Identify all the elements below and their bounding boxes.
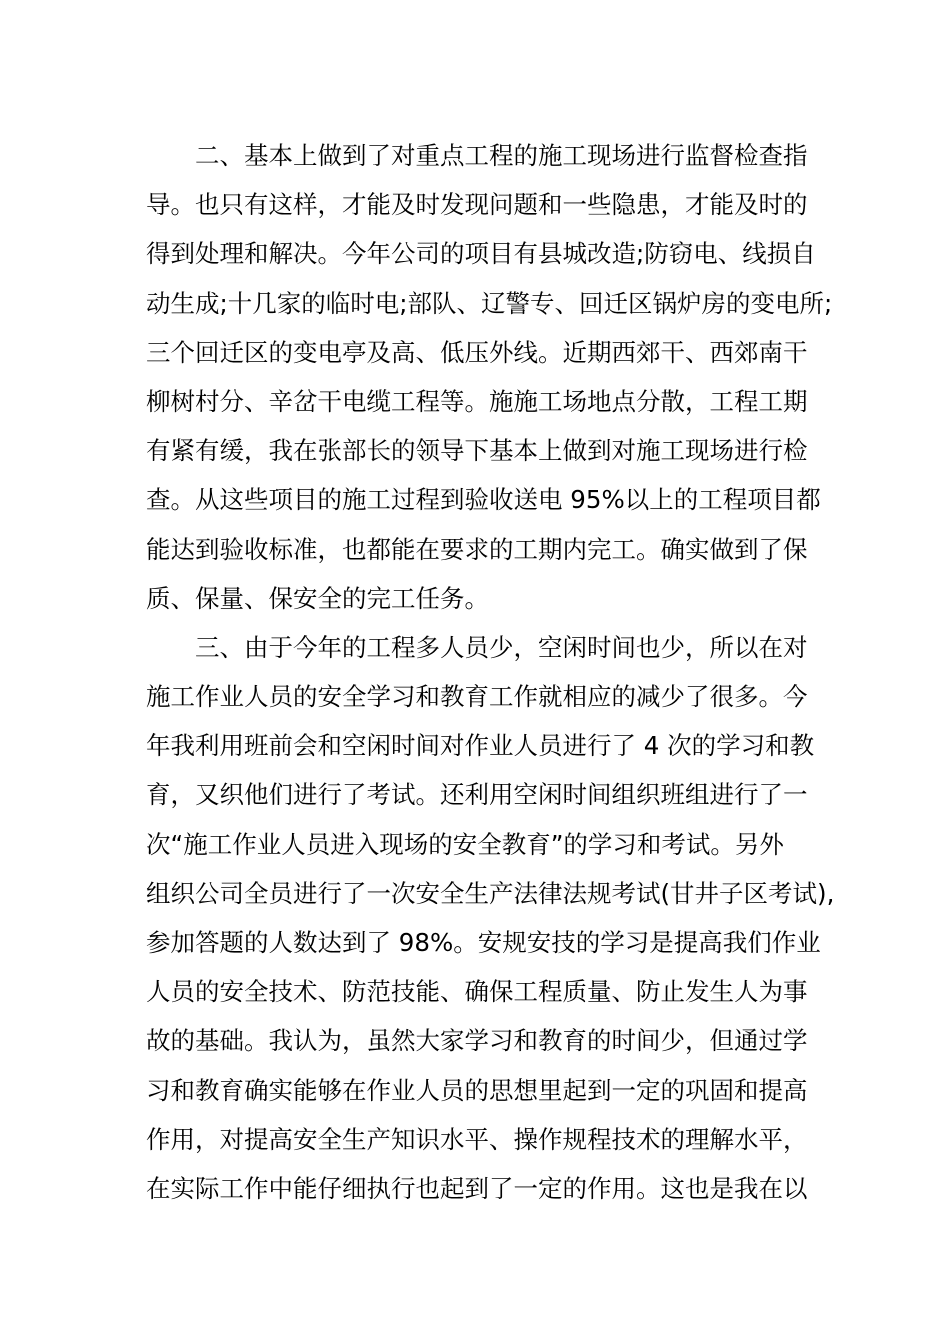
paragraph-line: 在实际工作中能仔细执行也起到了一定的作用。这也是我在以 <box>146 1173 808 1203</box>
paragraph-line: 故的基础。我认为，虽然大家学习和教育的时间少，但通过学 <box>146 1026 808 1056</box>
paragraph-line: 参加答题的人数达到了 98%。安规安技的学习是提高我们作业 <box>146 928 821 957</box>
document-body <box>146 131 835 1213</box>
paragraph-line: 次“施工作业人员进入现场的安全教育”的学习和考试。另外 <box>146 829 784 859</box>
paragraph-line: 三个回迁区的变电亭及高、低压外线。近期西郊干、西郊南干 <box>146 337 808 367</box>
paragraph-line: 习和教育确实能够在作业人员的思想里起到一定的巩固和提高 <box>146 1075 808 1105</box>
paragraph-line: 二、基本上做到了对重点工程的施工现场进行监督检查指 <box>195 141 808 170</box>
paragraph-line: 柳树村分、辛岔干电缆工程等。施施工场地点分散，工程工期 <box>146 386 808 416</box>
paragraph-line: 育，又织他们进行了考试。还利用空闲时间组织班组进行了一 <box>146 780 808 810</box>
paragraph-line: 查。从这些项目的施工过程到验收送电 95%以上的工程项目都 <box>146 485 821 515</box>
paragraph-line: 人员的安全技术、防范技能、确保工程质量、防止发生人为事 <box>146 977 808 1007</box>
paragraph-line: 施工作业人员的安全学习和教育工作就相应的减少了很多。今 <box>146 682 808 712</box>
paragraph-line: 有紧有缓，我在张部长的领导下基本上做到对施工现场进行检 <box>146 436 808 466</box>
paragraph-line: 质、保量、保安全的完工任务。 <box>146 583 489 613</box>
paragraph-line: 三、由于今年的工程多人员少，空闲时间也少，所以在对 <box>195 632 808 662</box>
paragraph-line: 能达到验收标准，也都能在要求的工期内完工。确实做到了保 <box>146 534 808 564</box>
paragraph-2 <box>146 131 833 623</box>
paragraph-line: 年我利用班前会和空闲时间对作业人员进行了 4 次的学习和教 <box>146 731 815 761</box>
paragraph-line: 作用，对提高安全生产知识水平、操作规程技术的理解水平， <box>146 1124 808 1154</box>
paragraph-3 <box>146 623 835 1213</box>
paragraph-line: 导。也只有这样，才能及时发现问题和一些隐患，才能及时的 <box>146 190 808 220</box>
paragraph-line: 得到处理和解决。今年公司的项目有县城改造;防窃电、线损自 <box>146 239 816 269</box>
paragraph-line: 组织公司全员进行了一次安全生产法律法规考试(甘井子区考试), <box>146 878 835 908</box>
paragraph-line: 动生成;十几家的临时电;部队、辽警专、回迁区锅炉房的变电所; <box>146 288 833 318</box>
